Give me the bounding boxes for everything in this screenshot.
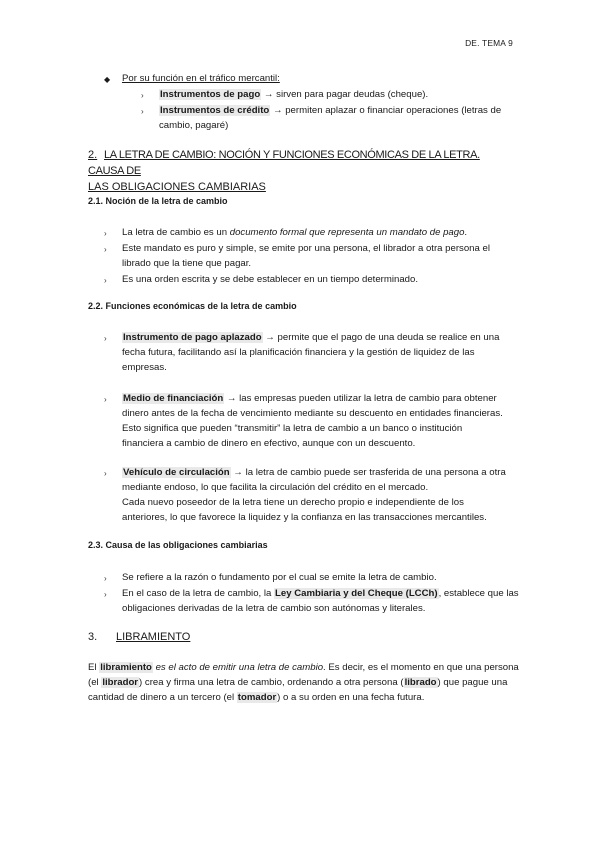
s22-function-3: Vehículo de circulación → la letra de cambio puede ser trasferida de una persona a otra bbox=[123, 467, 506, 478]
section-3-para-line3: cantidad de dinero a un tercero (el tomador) o a su orden en una fecha futura. bbox=[88, 692, 425, 703]
section-3-heading: 3. LIBRAMIENTO bbox=[88, 631, 191, 643]
s23-bullet-1: Se refiere a la razón o fundamento por el cual se emite la letra de cambio. bbox=[122, 572, 437, 583]
s22-function-2-line3: Esto significa que pueden “transmitir” la letra de cambio a un banco o institución bbox=[122, 423, 463, 434]
s22-function-1-line2: fecha futura, facilitando así la planificación financiera y la gestión de liquidez de las bbox=[122, 347, 475, 358]
page-header: DE. TEMA 9 bbox=[465, 38, 513, 48]
subsection-2-3-heading: 2.3. Causa de las obligaciones cambiarias bbox=[88, 540, 268, 550]
s22-function-3-line3: Cada nuevo poseedor de la letra tiene un derecho propio e independiente de los bbox=[122, 497, 464, 508]
intro-item-credito: Instrumentos de crédito → permiten aplazar o financiar operaciones (letras de bbox=[160, 105, 502, 116]
chevron-bullet-icon: › bbox=[104, 395, 107, 404]
chevron-bullet-icon: › bbox=[104, 334, 107, 343]
subsection-2-1-heading: 2.1. Noción de la letra de cambio bbox=[88, 196, 228, 206]
chevron-bullet-icon: › bbox=[104, 245, 107, 254]
section-2-heading: 2. LA LETRA DE CAMBIO: NOCIÓN Y FUNCIONES ECONÓMICAS DE LA LETRA. CAUSA DE LAS OBLIGACIONES CAMBIARIAS bbox=[88, 149, 480, 193]
chevron-bullet-icon: › bbox=[104, 590, 107, 599]
s22-function-1: Instrumento de pago aplazado → permite que el pago de una deuda se realice en una bbox=[123, 332, 500, 343]
chevron-bullet-icon: › bbox=[104, 574, 107, 583]
chevron-bullet-icon: › bbox=[104, 229, 107, 238]
s22-function-3-line2: mediante endoso, lo que facilita la circulación del crédito en el mercado. bbox=[122, 482, 429, 493]
s23-bullet-2: En el caso de la letra de cambio, la Ley Cambiaria y del Cheque (LCCh), establece que las bbox=[122, 588, 519, 599]
s21-bullet-1: La letra de cambio es un documento formal que representa un mandato de pago. bbox=[122, 227, 468, 238]
s22-function-3-line4: anteriores, lo que favorece la liquidez y la confianza en las transacciones mercantiles. bbox=[122, 512, 487, 523]
section-3-para-line2: (el librador) crea y firma una letra de cambio, ordenando a otra persona (librado) que pague una bbox=[88, 677, 508, 688]
intro-bullet-label: Por su función en el tráfico mercantil: bbox=[122, 73, 280, 84]
chevron-bullet-icon: › bbox=[141, 91, 144, 100]
diamond-bullet-icon: ◆ bbox=[104, 75, 111, 84]
s22-function-2-line4: financiera a cambio de dinero en efectivo, aunque con un descuento. bbox=[122, 438, 416, 449]
subsection-2-2-heading: 2.2. Funciones económicas de la letra de cambio bbox=[88, 301, 297, 311]
s23-bullet-2-cont: obligaciones derivadas de la letra de cambio son autónomas y literales. bbox=[122, 603, 426, 614]
s22-function-2: Medio de financiación → las empresas pueden utilizar la letra de cambio para obtener bbox=[123, 393, 497, 404]
intro-item-pago: Instrumentos de pago → sirven para pagar deudas (cheque). bbox=[160, 89, 429, 100]
s22-function-2-line2: dinero antes de la fecha de vencimiento mediante su descuento en entidades financieras. bbox=[122, 408, 503, 419]
s21-bullet-2: Este mandato es puro y simple, se emite por una persona, el librador a otra persona el bbox=[122, 243, 490, 254]
chevron-bullet-icon: › bbox=[104, 469, 107, 478]
s22-function-1-line3: empresas. bbox=[122, 362, 167, 373]
chevron-bullet-icon: › bbox=[104, 276, 107, 285]
section-3-para-line1: El libramiento es el acto de emitir una letra de cambio. Es decir, es el momento en que una persona bbox=[88, 662, 519, 673]
s21-bullet-2-cont: librado que la tiene que pagar. bbox=[122, 258, 252, 269]
chevron-bullet-icon: › bbox=[141, 107, 144, 116]
s21-bullet-3: Es una orden escrita y se debe establecer en un tiempo determinado. bbox=[122, 274, 418, 285]
intro-item-credito-cont: cambio, pagaré) bbox=[159, 120, 229, 131]
